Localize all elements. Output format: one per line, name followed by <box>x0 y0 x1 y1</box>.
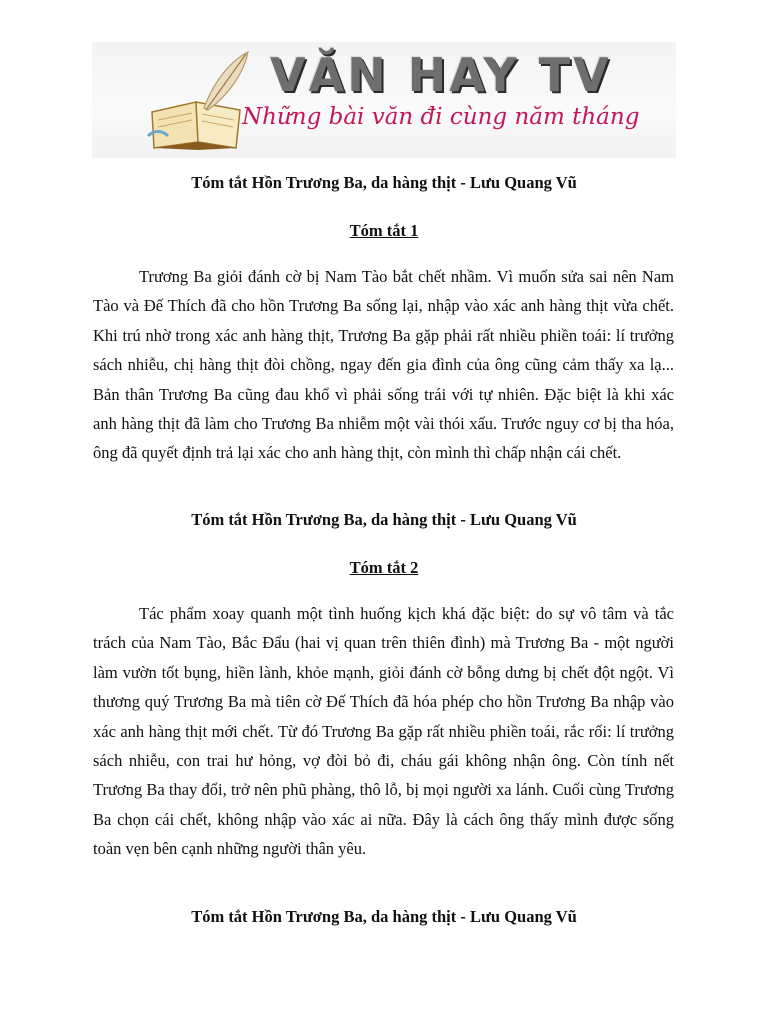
section-2-footer-title: Tóm tắt Hồn Trương Ba, da hàng thịt - Lưu Quang Vũ <box>191 907 577 926</box>
book-quill-icon <box>144 50 254 150</box>
section-2-paragraph: Tác phẩm xoay quanh một tình huống kịch khá đặc biệt: do sự vô tâm và tắc trách của Nam Tào, Bắc Đẩu (hai vị quan trên thiên đình) mà Trương Ba - một người làm vườn tốt bụng, hiền lành, khỏe mạnh, giỏi đánh cờ bỗng dưng bị chết đột ngột. Vì thương quý Trương Ba mà tiên cờ Đế Thích đã hóa phép cho hồn Trương Ba nhập vào xác anh hàng thịt mới chết. Từ đó Trương Ba gặp rất nhiều phiền toái, rắc rối: lí trưởng sách nhiễu, con trai hư hỏng, vợ đòi bỏ đi, cháu gái không nhận ông. Còn tính nết Trương Ba thay đổi, trở nên phũ phàng, thô lỗ, bị mọi người xa lánh. Cuối cùng Trương Ba chọn cái chết, không nhập vào xác ai nữa. Đây là cách ông thấy mình được sống toàn vẹn bên cạnh những người thân yêu. <box>93 604 674 859</box>
section-1-footer-title: Tóm tắt Hồn Trương Ba, da hàng thịt - Lưu Quang Vũ <box>191 510 577 529</box>
section-1-heading: Tóm tắt 1 <box>349 221 419 240</box>
site-banner <box>92 42 676 158</box>
main-title: Tóm tắt Hồn Trương Ba, da hàng thịt - Lưu Quang Vũ <box>191 173 577 192</box>
section-1-paragraph: Trương Ba giỏi đánh cờ bị Nam Tào bắt chết nhầm. Vì muốn sửa sai nên Nam Tào và Đế Thích đã cho hồn Trương Ba sống lại, nhập vào xác anh hàng thịt vừa chết. Khi trú nhờ trong xác anh hàng thịt, Trương Ba gặp phải rất nhiều phiền toái: lí trưởng sách nhiễu, chị hàng thịt đòi chồng, ngay đến gia đình của ông cũng cảm thấy xa lạ... Bản thân Trương Ba cũng đau khổ vì phải sống trái với tự nhiên. Đặc biệt là khi xác anh hàng thịt đã làm cho Trương Ba nhiễm một vài thói xấu. Trước nguy cơ bị tha hóa, ông đã quyết định trả lại xác cho anh hàng thịt, còn mình thì chấp nhận cái chết. <box>93 267 674 463</box>
section-2-heading: Tóm tắt 2 <box>349 558 419 577</box>
site-tagline: Những bài văn đi cùng năm tháng <box>242 104 640 130</box>
site-logo-title: VĂN HAY TV <box>270 48 612 102</box>
